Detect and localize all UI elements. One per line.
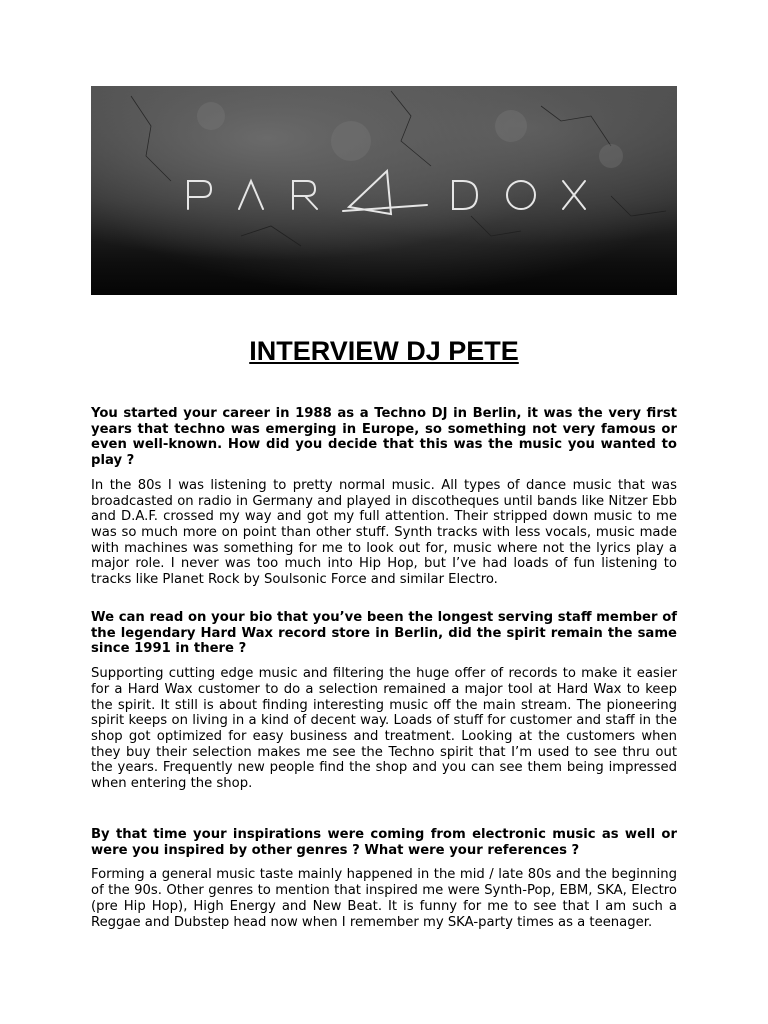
qa-block-3 <box>91 827 677 930</box>
answer-3: Forming a general music taste mainly happened in the mid / late 80s and the beginning of the 90s. Other genres to mention that inspired me were Synth-Pop, EBM, SKA, Electro (pre Hip Hop), High Energy and New Beat. It is funny for me to see that I am such a Reggae and Dubstep head now when I remember my SKA-party times as a teenager. <box>91 867 677 930</box>
answer-2: Supporting cutting edge music and filtering the huge offer of records to make it easier for a Hard Wax customer to do a selection remained a major tool at Hard Wax to keep the spirit. It still is about finding interesting music off the main stream. The pioneering spirit keeps on living in a kind of decent way. Loads of stuff for customer and staff in the shop got optimized for easy business and treatment. Looking at the customers when they buy their selection makes me see the Techno spirit that I’m used to see thru out the years. Frequently new people find the shop and you can see them being impressed when entering the shop. <box>91 666 677 792</box>
qa-block-2 <box>91 610 677 792</box>
header-banner <box>91 86 677 295</box>
answer-1: In the 80s I was listening to pretty normal music. All types of dance music that was broadcasted on radio in Germany and played in discotheques until bands like Nitzer Ebb and D.A.F. crossed my way and got my full attention. Their stripped down music to me was so much more on point than other stuff. Synth tracks with less vocals, music made with machines was something for me to look out for, music where not the lyrics play a major role. I never was too much into Hip Hop, but I’ve had loads of fun listening to tracks like Planet Rock by Soulsonic Force and similar Electro. <box>91 477 677 588</box>
qa-block-1 <box>91 406 677 588</box>
page-title: INTERVIEW DJ PETE <box>249 336 519 366</box>
question-3: By that time your inspirations were coming from electronic music as well or were you inspired by other genres ? What were your references ? <box>91 827 677 858</box>
question-1: You started your career in 1988 as a Techno DJ in Berlin, it was the very first years that techno was emerging in Europe, so something not very famous or even well-known. How did you decide that this was the music you wanted to play ? <box>91 406 677 469</box>
paradox-logo <box>91 164 677 224</box>
question-2: We can read on your bio that you’ve been the longest serving staff member of the legendary Hard Wax record store in Berlin, did the spirit remain the same since 1991 in there ? <box>91 610 677 657</box>
